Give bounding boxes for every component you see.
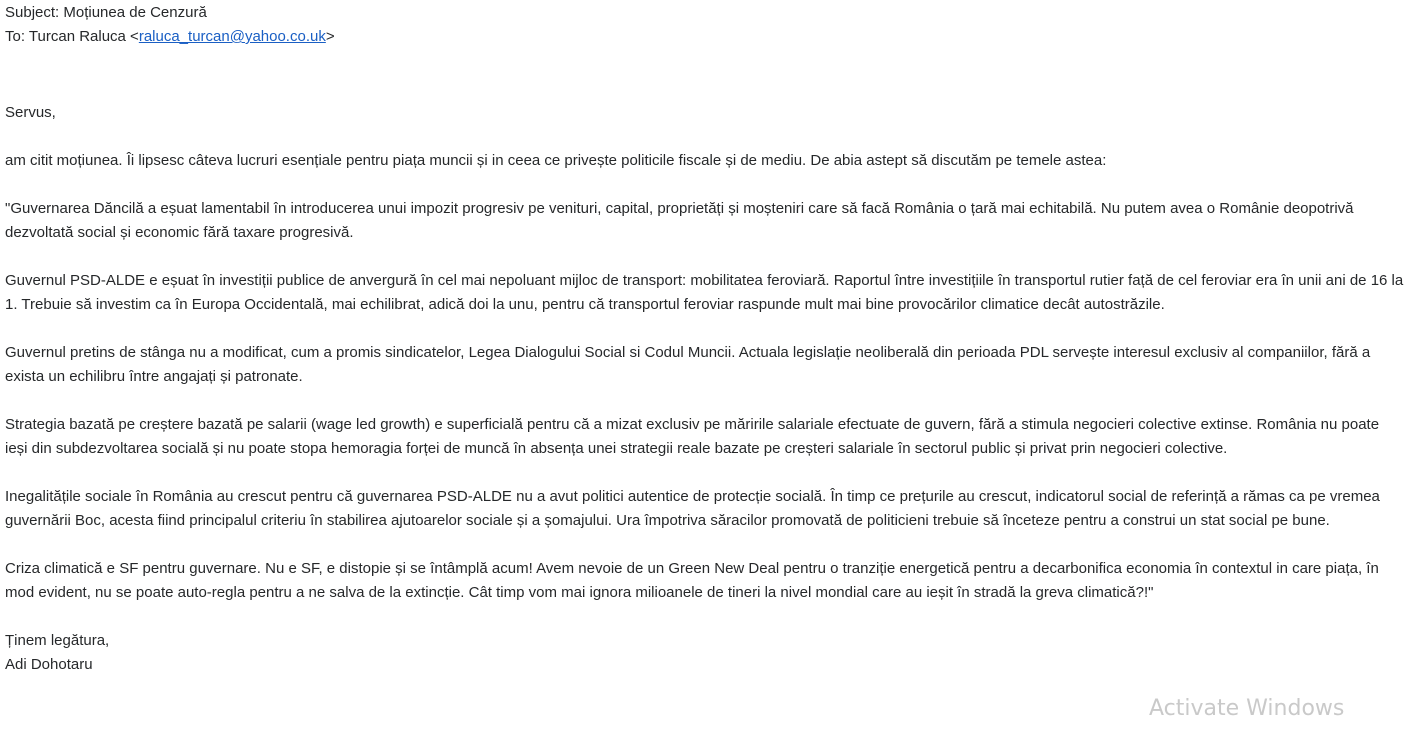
email-signature: Adi Dohotaru [5,656,93,673]
email-closing: Ținem legătura, [5,632,110,649]
email-signoff [5,629,1405,677]
email-body [5,101,1405,677]
email-paragraph: Strategia bazată pe creștere bazată pe salarii (wage led growth) e superficială pentru că a mizat exclusiv pe măririle salariale efectuate de guvern, fără a stimula negocieri colective extinse. România nu poate ieși din subdezvoltarea socială și nu poate stopa hemoragia forței de muncă în absența unei strategii reale bazate pe creșteri salariale în sectorul public și privat prin negocieri colective. [5,416,1380,457]
recipient-suffix: > [325,28,335,45]
email-message [5,1,1405,677]
activate-windows-watermark: Activate Windows [1149,696,1345,721]
recipient-prefix: To: Turcan Raluca < [5,28,139,45]
email-greeting: Servus, [5,104,56,121]
email-paragraph: "Guvernarea Dăncilă a eșuat lamentabil în introducerea unui impozit progresiv pe venituri, capital, proprietăți și moșteniri care să facă România o țară mai echitabilă. Nu putem avea o Românie deopotrivă dezvoltată social și economic fără taxare progresivă. [5,200,1354,241]
email-paragraph: Guvernul pretins de stânga nu a modificat, cum a promis sindicatelor, Legea Dialogului Social si Codul Muncii. Actuala legislație neoliberală din perioada PDL servește interesul exclusiv al companiilor, fără a exista un echilibru între angajați și patronate. [5,344,1371,385]
recipient-email-link[interactable]: raluca_turcan@yahoo.co.uk [138,28,326,45]
email-paragraph: Criza climatică e SF pentru guvernare. Nu e SF, e distopie și se întâmplă acum! Avem nevoie de un Green New Deal pentru o tranziție energetică pentru a decarbonifica economia în contextul in care piața, în mod evident, nu se poate auto-regla pentru a ne salva de la extincție. Cât timp vom mai ignora milioanele de tineri la nivel mondial care au ieșit în stradă la greva climatică?!" [5,560,1379,601]
email-recipient [5,25,1405,49]
email-paragraph: Inegalitățile sociale în România au crescut pentru că guvernarea PSD-ALDE nu a avut politici autentice de protecție socială. În timp ce prețurile au crescut, indicatorul social de referință a rămas ca pe vremea guvernării Boc, acesta fiind principalul criteriu în stabilirea ajutoarelor sociale și a șomajului. Ura împotriva săracilor promovată de politicieni trebuie să înceteze pentru a construi un stat social pe bune. [5,488,1380,529]
email-paragraph: am citit moțiunea. Îi lipsesc câteva lucruri esențiale pentru piața muncii și in ceea ce privește politicile fiscale și de mediu. De abia astept să discutăm pe temele astea: [5,152,1107,169]
email-subject: Subject: Moțiunea de Cenzură [5,4,207,21]
email-paragraph: Guvernul PSD-ALDE e eșuat în investiții publice de anvergură în cel mai nepoluant mijloc de transport: mobilitatea feroviară. Raportul între investițiile în transportul rutier față de cel feroviar era în unii ani de 16 la 1. Trebuie să investim ca în Europa Occidentală, mai echilibrat, adică doi la unu, pentru că transportul feroviar raspunde mult mai bine provocărilor climatice decât autostrăzile. [5,272,1404,313]
